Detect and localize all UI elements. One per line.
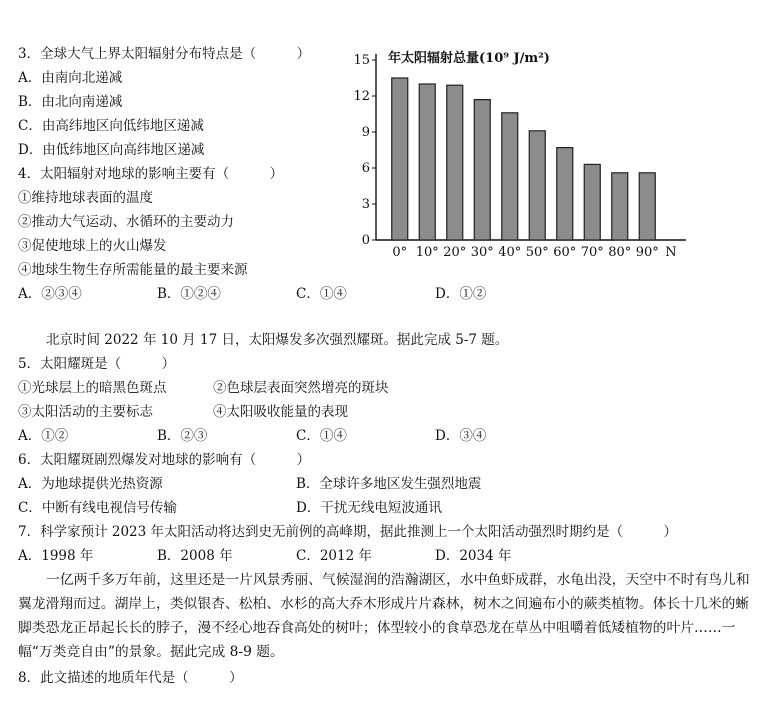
q3-option-b: B．由北向南递减 <box>18 94 123 110</box>
bar <box>529 131 545 240</box>
intro-5-7: 北京时间 2022 年 10 月 17 日，太阳爆发多次强烈耀斑。据此完成 5-7 题。 <box>46 332 509 348</box>
q6-option-b: B．全球许多地区发生强烈地震 <box>296 476 482 492</box>
x-tick-label: 0° <box>392 245 408 260</box>
q5-item-2: ②色球层表面突然增亮的斑块 <box>213 380 389 396</box>
q4-item-1: ①维持地球表面的温度 <box>18 190 153 206</box>
q7-stem: 7．科学家预计 2023 年太阳活动将达到史无前例的高峰期，据此推测上一个太阳活动强烈时期约是（ ） <box>18 524 678 540</box>
q3-stem: 3．全球大气上界太阳辐射分布特点是（ ） <box>18 46 311 62</box>
q5-item-3: ③太阳活动的主要标志 <box>18 404 153 420</box>
x-tick-label: 30° <box>470 245 494 260</box>
x-unit-label: N <box>665 245 677 260</box>
q5-stem: 5．太阳耀斑是（ ） <box>18 356 176 372</box>
q7-option-a: A．1998 年 <box>18 548 94 564</box>
q4-option-d: D．①② <box>435 286 487 302</box>
bar <box>474 100 490 240</box>
bar <box>639 173 655 240</box>
q4-option-b: B．①②④ <box>157 286 221 302</box>
q6-stem: 6．太阳耀斑剧烈爆发对地球的影响有（ ） <box>18 452 311 468</box>
q5-option-b: B．②③ <box>157 428 208 444</box>
q4-item-2: ②推动大气运动、水循环的主要动力 <box>18 214 234 230</box>
q4-item-3: ③促使地球上的火山爆发 <box>18 238 167 254</box>
q7-option-d: D．2034 年 <box>435 548 512 564</box>
y-tick-label: 12 <box>353 89 370 104</box>
q7-option-b: B．2008 年 <box>157 548 233 564</box>
bar <box>612 173 628 240</box>
chart-bars <box>392 78 656 240</box>
q5-option-c: C．①④ <box>296 428 347 444</box>
bar <box>502 113 518 240</box>
y-tick-label: 3 <box>361 197 370 212</box>
y-tick-label: 0 <box>361 233 370 248</box>
x-tick-label: 90° <box>635 245 659 260</box>
q6-option-d: D．干扰无线电短波通讯 <box>296 500 442 516</box>
x-tick-label: 20° <box>443 245 467 260</box>
x-tick-label: 60° <box>553 245 577 260</box>
x-tick-label: 70° <box>580 245 604 260</box>
y-tick-label: 15 <box>353 53 370 68</box>
bar <box>447 85 463 240</box>
q5-option-d: D．③④ <box>435 428 487 444</box>
bar <box>392 78 408 240</box>
y-tick-label: 9 <box>361 125 370 140</box>
q6-option-c: C．中断有线电视信号传输 <box>18 500 177 516</box>
y-tick-label: 6 <box>361 161 370 176</box>
bar <box>584 164 600 240</box>
passage-8-9 <box>18 568 763 664</box>
q4-item-4: ④地球生物生存所需能量的最主要来源 <box>18 262 248 278</box>
q6-option-a: A．为地球提供光热资源 <box>18 476 163 492</box>
q4-option-c: C．①④ <box>296 286 347 302</box>
bar <box>419 84 435 240</box>
x-tick-label: 10° <box>415 245 439 260</box>
q5-item-1: ①光球层上的暗黑色斑点 <box>18 380 167 396</box>
q3-option-d: D．由低纬地区向高纬地区递减 <box>18 142 205 158</box>
x-tick-label: 40° <box>498 245 522 260</box>
q3-option-a: A．由南向北递减 <box>18 70 123 86</box>
q4-option-a: A．②③④ <box>18 286 82 302</box>
q3-option-c: C．由高纬地区向低纬地区递减 <box>18 118 204 134</box>
q5-option-a: A．①② <box>18 428 69 444</box>
passage-text: 一亿两千多万年前，这里还是一片风景秀丽、气候湿润的浩瀚湖区，水中鱼虾成群，水龟出没，天空中不时有鸟儿和翼龙滑翔而过。湖岸上，类似银杏、松柏、水杉的高大乔木形成片片森林，树木之间遍布小的蕨类植物。体长十几米的蜥脚类恐龙正昂起长长的脖子，漫不经心地吞食高处的树叶；体型较小的食草恐龙在草丛中咀嚼着低矮植物的叶片……一幅“万类竞自由”的景象。据此完成 8-9 题。 <box>18 572 750 660</box>
x-tick-label: 50° <box>525 245 549 260</box>
chart-title: 年太阳辐射总量(10⁹ J/m²) <box>388 51 550 66</box>
q8-stem: 8．此文描述的地质年代是（ ） <box>18 670 243 686</box>
q4-stem: 4．太阳辐射对地球的影响主要有（ ） <box>18 166 284 182</box>
bar <box>557 148 573 240</box>
q5-item-4: ④太阳吸收能量的表现 <box>213 404 348 420</box>
q7-option-c: C．2012 年 <box>296 548 372 564</box>
solar-radiation-bar-chart <box>350 40 695 265</box>
x-tick-label: 80° <box>608 245 632 260</box>
